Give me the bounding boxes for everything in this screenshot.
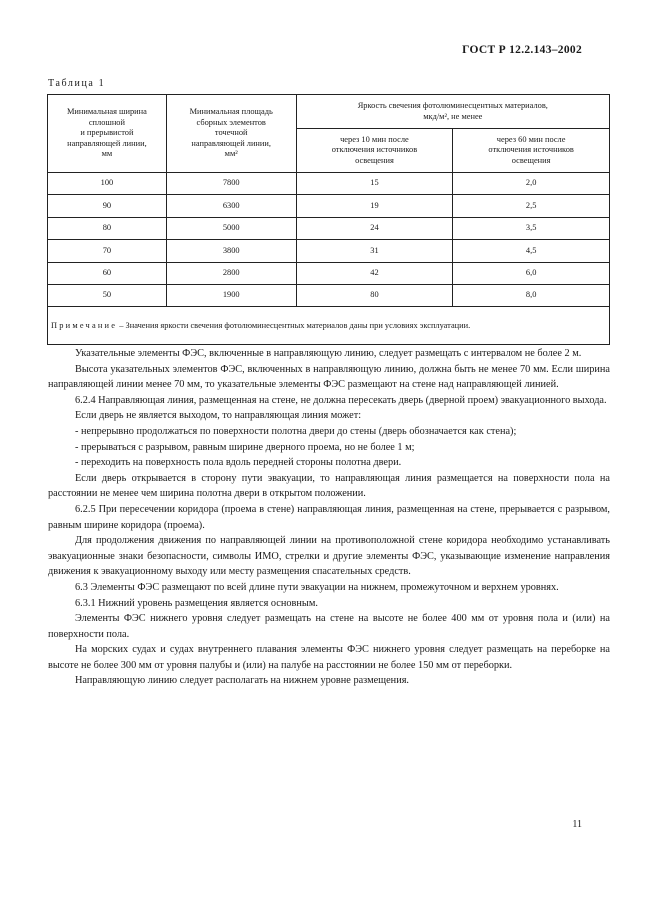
table-cell: 80	[296, 284, 453, 306]
header-line: мм²	[224, 149, 238, 159]
table-row	[48, 173, 610, 195]
paragraph: На морских судах и судах внутреннего плавания элементы ФЭС нижнего уровня следует размещать на переборке на высоте не более 300 мм от уровня палубы и (или) на палубе на расстоянии не более 150 мм от переборки.	[48, 644, 610, 671]
header-line: Минимальная площадь	[189, 107, 273, 117]
table-cell: 3800	[166, 240, 296, 262]
header-line: освещения	[355, 155, 394, 165]
paragraph: Если дверь не является выходом, то направляющая линия может:	[75, 410, 362, 422]
page-number: 11	[572, 819, 582, 830]
table-cell: 90	[48, 195, 167, 217]
table-cell: 80	[48, 217, 167, 239]
header-line: направляющей линии,	[67, 138, 147, 148]
header-line: точечной	[214, 128, 248, 138]
paragraph: Направляющую линию следует располагать на нижнем уровне размещения.	[75, 675, 410, 687]
table-cell: 7800	[166, 173, 296, 195]
header-line: мкд/м², не менее	[423, 111, 483, 121]
table-cell: 31	[296, 240, 453, 262]
header-line: направляющей линии,	[191, 138, 271, 148]
paragraph: 6.2.4 Направляющая линия, размещенная на стене, не должна пересекать дверь (дверной проем) эвакуационного выхода.	[75, 394, 607, 406]
header-line: Яркость свечения фотолюминесцентных материалов,	[357, 101, 548, 110]
table-cell: 3,5	[453, 217, 610, 239]
header-line: и прерывистой	[80, 128, 134, 138]
table-cell: 5000	[166, 217, 296, 239]
table-row	[48, 262, 610, 284]
luminance-table	[47, 94, 610, 345]
paragraph: - прерываться с разрывом, равным ширине дверного проема, но не более 1 м;	[75, 441, 415, 453]
table-cell: 60	[48, 262, 167, 284]
header-luminance	[296, 95, 609, 129]
paragraph: Если дверь открывается в сторону пути эвакуации, то направляющая линия размещается на поверхности пола на расстоянии не менее чем ширина полотна двери в открытом положении.	[48, 472, 610, 500]
table-cell: 100	[48, 173, 167, 195]
header-line: Минимальная ширина	[66, 107, 147, 117]
table-row	[48, 240, 610, 262]
body-text	[48, 346, 610, 689]
table-cell: 70	[48, 240, 167, 262]
header-line: через 60 мин после	[496, 134, 566, 144]
paragraph: Для продолжения движения по направляющей линии на противоположной стене коридора необходимо устанавливать эвакуационные знаки безопасности, символы ИМО, стрелки и другие элементы ФЭС, указывающие изменение направления движения к эвакуационному выходу или месту размещения спасательных средств.	[48, 535, 610, 578]
paragraph: 6.3.1 Нижний уровень размещения является основным.	[75, 597, 318, 609]
table-cell: 42	[296, 262, 453, 284]
paragraph: - переходить на поверхность пола вдоль передней стороны полотна двери.	[75, 457, 402, 469]
table-note	[48, 307, 610, 345]
table-cell: 4,5	[453, 240, 610, 262]
note-label: Примечание	[51, 321, 118, 331]
header-min-area	[166, 95, 296, 173]
table-caption: Таблица 1	[48, 78, 106, 89]
table-cell: 6300	[166, 195, 296, 217]
paragraph: Элементы ФЭС нижнего уровня следует размещать на стене на высоте не более 400 мм от уровня пола и (или) на поверхности пола.	[48, 613, 610, 640]
table-cell: 19	[296, 195, 453, 217]
header-line: мм	[101, 149, 113, 159]
table-cell: 8,0	[453, 284, 610, 306]
standard-designation: ГОСТ Р 12.2.143–2002	[462, 44, 582, 56]
table-row	[48, 284, 610, 306]
header-line: освещения	[511, 155, 551, 165]
header-line: отключения источников	[331, 145, 418, 155]
table-cell: 1900	[166, 284, 296, 306]
table-cell: 2,5	[453, 195, 610, 217]
header-min-width	[48, 95, 167, 173]
header-line: через 10 мин после	[340, 134, 409, 144]
table-row	[48, 217, 610, 239]
paragraph: - непрерывно продолжаться по поверхности полотна двери до стены (дверь обозначается как стена);	[75, 425, 517, 437]
table-cell: 24	[296, 217, 453, 239]
paragraph: 6.3 Элементы ФЭС размещают по всей длине пути эвакуации на нижнем, промежуточном и верхнем уровнях.	[75, 581, 559, 593]
header-after-60-min	[453, 129, 610, 173]
table-cell: 2,0	[453, 173, 610, 195]
paragraph: 6.2.5 При пересечении коридора (проема в стене) направляющая линия, размещенная на стене, прерывается с разрывом, равным ширине коридора (проема).	[48, 503, 610, 531]
header-line: сплошной	[88, 117, 125, 127]
table-cell: 50	[48, 284, 167, 306]
table-cell: 15	[296, 173, 453, 195]
header-line: отключения источников	[488, 145, 574, 155]
header-after-10-min	[296, 129, 453, 173]
header-line: сборных элементов	[196, 117, 266, 127]
table-row	[48, 195, 610, 217]
paragraph: Высота указательных элементов ФЭС, включенных в направляющую линию, должна быть не менее 70 мм. Если ширина направляющей линии менее 70 мм, то указательные элементы ФЭС размещают на стене над направляющей линией.	[48, 363, 610, 391]
paragraph: Указательные элементы ФЭС, включенные в направляющую линию, следует размещать с интервалом не более 2 м.	[75, 348, 582, 359]
table-cell: 2800	[166, 262, 296, 284]
table-cell: 6,0	[453, 262, 610, 284]
note-text: – Значения яркости свечения фотолюминесцентных материалов даны при условиях эксплуатации.	[117, 321, 471, 331]
